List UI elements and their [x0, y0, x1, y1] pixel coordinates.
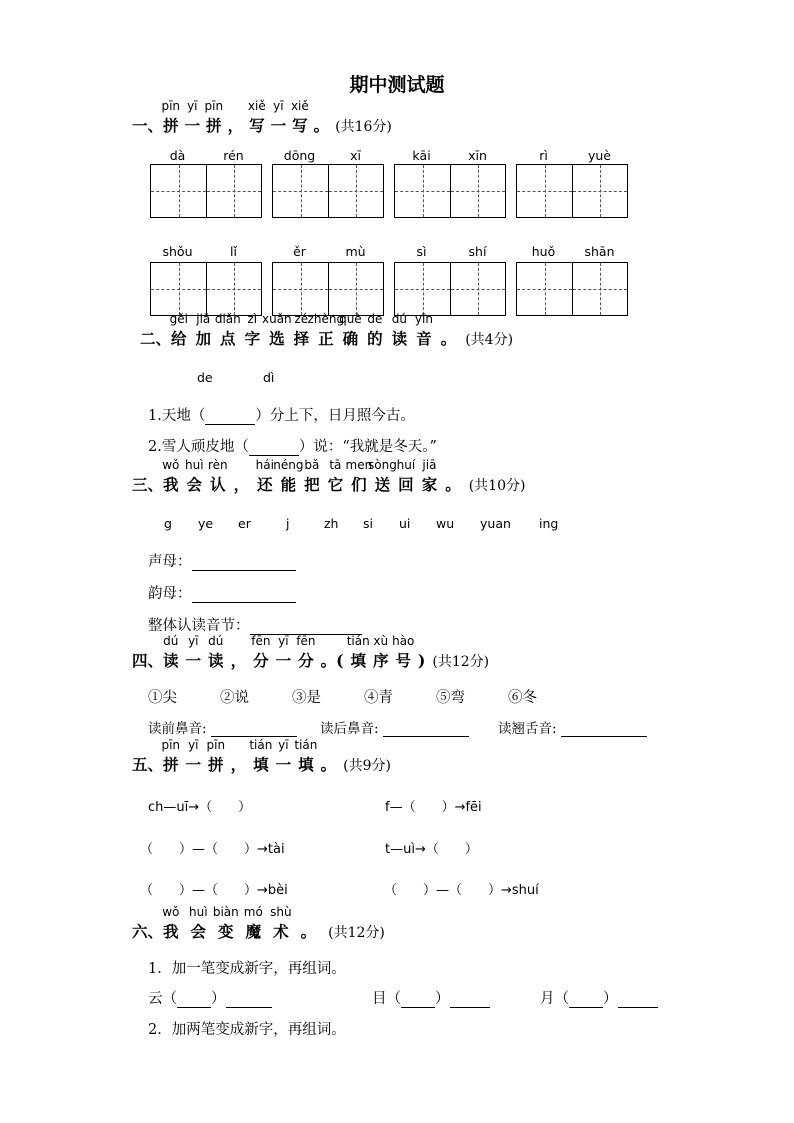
character-item: ③是 — [292, 690, 321, 706]
pinyin-row-1b[interactable]: f—（ ）→fēi — [385, 800, 482, 815]
grid-pinyin-label: sì — [416, 244, 427, 259]
heading-char: 填 tián — [346, 634, 370, 670]
pinyin-annotation: huì — [185, 458, 204, 472]
heading-char: 一 yī — [185, 634, 202, 670]
retroflex-row: 读翘舌音: — [498, 717, 647, 737]
new-char-blank[interactable] — [569, 1007, 603, 1008]
heading-char: 选 xuǎn — [261, 312, 292, 348]
question-2-2: 2.雪人顽皮地（ ）说：“我就是冬天。” — [148, 439, 437, 455]
new-char-blank[interactable] — [177, 1007, 211, 1008]
pinyin-annotation: mó — [243, 905, 263, 919]
word-2: 目（ ） — [372, 987, 490, 1008]
heading-char: 术 shù — [270, 905, 292, 941]
heading-char: 认 rèn — [207, 458, 228, 494]
answer-blank[interactable] — [249, 455, 299, 456]
heading-char: 。( — [320, 651, 344, 670]
grid-pinyin-label: ěr — [293, 244, 306, 259]
section-1-heading: 一、拼 pīn 一 yī 拼 pīn ， 写 xiě 一 yī 写 xiě 。 (共16分) — [132, 99, 392, 135]
pinyin-annotation: tā — [329, 458, 342, 472]
grid-pinyin-label: kāi — [412, 148, 431, 163]
grid-pinyin-label: rì — [539, 148, 548, 163]
writing-cell[interactable] — [151, 165, 206, 217]
heading-char: 它 tā — [327, 458, 344, 494]
writing-grid-pair[interactable] — [272, 262, 384, 316]
pinyin-annotation: huì — [189, 905, 208, 919]
writing-grid-pair[interactable] — [394, 262, 506, 316]
pinyin-annotation: zé — [294, 312, 309, 326]
yunmu-row: 韵母： — [148, 582, 296, 603]
option-de: de — [197, 370, 213, 385]
pinyin-annotation: dú — [391, 312, 408, 326]
heading-char: 给 gěi — [169, 312, 188, 348]
syllable-item: wu — [436, 516, 455, 531]
heading-char: 。 — [313, 116, 330, 135]
writing-grid-pair[interactable] — [516, 262, 628, 316]
heading-char: 一 yī — [275, 738, 292, 774]
pinyin-row-2b[interactable]: t—uì→（ ） — [385, 842, 478, 857]
heading-char: 写 xiě — [247, 99, 266, 135]
pinyin-annotation: què — [339, 312, 362, 326]
pinyin-annotation: biàn — [212, 905, 239, 919]
front-nasal-blank[interactable] — [211, 736, 297, 737]
writing-grid-pair[interactable] — [516, 164, 628, 218]
grid-pinyin-label: yuè — [587, 148, 611, 163]
heading-char: 变 biàn — [212, 905, 239, 941]
question-2-1: 1.天地（ ）分上下，日月照今古。 — [148, 408, 415, 424]
pinyin-annotation: yī — [188, 634, 199, 648]
pinyin-annotation: néng — [273, 458, 304, 472]
zhengti-row: 整体认读音节： — [148, 614, 362, 635]
section-6-heading: 六、我 wǒ 会 huì 变 biàn 魔 mó 术 shù 。 (共12分) — [132, 905, 385, 941]
grid-pinyin-label: shǒu — [162, 244, 193, 259]
heading-char: 拼 pīn — [161, 738, 181, 774]
grid-pinyin-label: dà — [169, 148, 186, 163]
heading-char: 音 yīn — [414, 312, 433, 348]
heading-char: ， — [227, 116, 244, 135]
pinyin-annotation: yī — [187, 99, 198, 113]
pinyin-annotation: yī — [188, 738, 199, 752]
pinyin-annotation: fēn — [296, 634, 316, 648]
heading-char: 正 zhèng — [307, 312, 345, 348]
question-6-1: 1．加一笔变成新字，再组词。 — [148, 961, 346, 977]
writing-cell[interactable] — [450, 165, 505, 217]
pinyin-annotation: wǒ — [162, 905, 180, 919]
heading-char: ) — [418, 651, 426, 670]
pinyin-annotation: dú — [163, 634, 179, 648]
front-nasal-row: 读前鼻音: — [148, 717, 297, 737]
section-2-heading: 二、给 gěi 加 jiā 点 diǎn 字 zì 选 xuǎn 择 zé 正 zhèng 确 què 的 de 读 dú 音 yīn 。 (共4分) — [140, 312, 514, 348]
pinyin-annotation: pīn — [161, 738, 181, 752]
heading-char: 拼 pīn — [206, 738, 226, 774]
pinyin-annotation: men — [345, 458, 373, 472]
pinyin-annotation: xuǎn — [261, 312, 292, 326]
heading-char: 一 yī — [270, 99, 287, 135]
yunmu-blank[interactable] — [192, 602, 296, 603]
writing-cell[interactable] — [572, 263, 627, 315]
writing-grid-pair[interactable] — [394, 164, 506, 218]
pinyin-row-3a[interactable]: （ ）—（ ）→bèi — [140, 883, 288, 898]
pinyin-annotation: pīn — [206, 738, 226, 752]
back-nasal-blank[interactable] — [383, 736, 469, 737]
pinyin-annotation: diǎn — [214, 312, 241, 326]
heading-char: 拼 pīn — [161, 99, 181, 135]
character-item: ⑥冬 — [508, 690, 537, 706]
grid-pinyin-label: rén — [223, 148, 244, 163]
pinyin-annotation: pīn — [204, 99, 224, 113]
grid-pinyin-label: xīn — [468, 148, 487, 163]
writing-cell[interactable] — [450, 263, 505, 315]
heading-char: 。 — [300, 922, 317, 941]
pinyin-annotation: yī — [278, 738, 289, 752]
writing-cell[interactable] — [328, 263, 383, 315]
syllable-item: er — [238, 516, 251, 531]
pinyin-annotation: yī — [278, 634, 289, 648]
grid-pinyin-label: lǐ — [230, 244, 237, 259]
pinyin-annotation: hào — [392, 634, 415, 648]
pinyin-annotation: tián — [249, 738, 273, 752]
section-4-heading: 四、读 dú 一 yī 读 dú ， 分 fēn 一 yī 分 fēn 。( 填 tián 序 xù 号 hào ) (共12分) — [132, 634, 490, 670]
question-6-2: 2．加两笔变成新字，再组词。 — [148, 1022, 346, 1038]
writing-cell[interactable] — [517, 165, 572, 217]
pinyin-annotation: xù — [373, 634, 389, 648]
pinyin-annotation: tián — [346, 634, 370, 648]
writing-grid-pair[interactable] — [150, 262, 262, 316]
heading-char: 一 yī — [275, 634, 292, 670]
writing-grid-pair[interactable] — [272, 164, 384, 218]
heading-char: 能 néng — [273, 458, 304, 494]
grid-pinyin-label: xī — [350, 148, 361, 163]
syllable-item: ing — [539, 516, 559, 531]
shengmu-blank[interactable] — [192, 570, 296, 571]
shengmu-row: 声母： — [148, 550, 296, 571]
character-item: ②说 — [220, 690, 249, 706]
heading-char: 的 de — [367, 312, 383, 348]
pinyin-annotation: tián — [294, 738, 318, 752]
heading-char: 读 dú — [163, 634, 179, 670]
pinyin-annotation: jiā — [196, 312, 211, 326]
grid-pinyin-label: shí — [468, 244, 487, 259]
heading-char: 拼 pīn — [204, 99, 224, 135]
pinyin-row-3b[interactable]: （ ）—（ ）→shuí — [384, 883, 539, 898]
pinyin-annotation: yīn — [414, 312, 433, 326]
heading-char: 送 sòng — [367, 458, 397, 494]
heading-char: 序 xù — [372, 634, 389, 670]
heading-char: 回 huí — [396, 458, 416, 494]
heading-char: ， — [233, 475, 250, 494]
option-di: dì — [263, 370, 275, 385]
word-blank[interactable] — [450, 1007, 490, 1008]
heading-char: 分 fēn — [296, 634, 316, 670]
writing-grid-pair[interactable] — [150, 164, 262, 218]
grid-pinyin-label: shān — [584, 244, 615, 259]
heading-char: 择 zé — [293, 312, 310, 348]
pinyin-annotation: zhèng — [307, 312, 345, 326]
syllable-item: si — [363, 516, 373, 531]
grid-pinyin-label: dōng — [283, 148, 316, 163]
section-3-heading: 三、我 wǒ 会 huì 认 rèn ， 还 hái 能 néng 把 bǎ 它 tā 们 men 送 sòng 回 huí 家 jiā 。 (共10分) — [132, 458, 526, 494]
writing-cell[interactable] — [395, 263, 450, 315]
section-5-heading: 五、拼 pīn 一 yī 拼 pīn ， 填 tián 一 yī 填 tián 。 (共9分) — [132, 738, 391, 774]
pinyin-annotation: yī — [273, 99, 284, 113]
heading-char: 加 jiā — [195, 312, 212, 348]
pinyin-annotation: gěi — [169, 312, 188, 326]
pinyin-annotation: jiā — [422, 458, 437, 472]
heading-char: 会 huì — [185, 458, 204, 494]
heading-char: 们 men — [345, 458, 373, 494]
heading-char: 字 zì — [244, 312, 261, 348]
heading-char: 分 fēn — [251, 634, 271, 670]
syllable-item: ye — [198, 516, 214, 531]
heading-char: 读 dú — [391, 312, 408, 348]
pinyin-annotation: de — [367, 312, 383, 326]
pinyin-annotation: xiě — [290, 99, 309, 113]
syllable-item: ui — [399, 516, 411, 531]
pinyin-annotation: sòng — [367, 458, 397, 472]
pinyin-annotation: huí — [396, 458, 416, 472]
word-blank[interactable] — [618, 1007, 658, 1008]
syllable-item: zh — [324, 516, 339, 531]
grid-pinyin-label: huǒ — [531, 244, 556, 259]
heading-char: 一 yī — [185, 738, 202, 774]
writing-cell[interactable] — [206, 263, 261, 315]
writing-cell[interactable] — [328, 165, 383, 217]
answer-blank[interactable] — [205, 424, 255, 425]
pinyin-annotation: hái — [255, 458, 274, 472]
heading-char: 一 yī — [184, 99, 201, 135]
heading-char: 。 — [445, 475, 461, 494]
heading-char: 。 — [320, 755, 337, 774]
word-blank[interactable] — [226, 1007, 272, 1008]
writing-cell[interactable] — [517, 263, 572, 315]
pinyin-annotation: dú — [208, 634, 224, 648]
heading-char: 把 bǎ — [304, 458, 320, 494]
syllable-item: yuan — [480, 516, 511, 531]
writing-cell[interactable] — [151, 263, 206, 315]
heading-char: 点 diǎn — [214, 312, 241, 348]
syllable-item: j — [286, 516, 290, 531]
heading-char: 我 wǒ — [162, 905, 180, 941]
character-item: ⑤弯 — [436, 690, 465, 706]
heading-char: 写 xiě — [290, 99, 309, 135]
heading-char: 家 jiā — [421, 458, 438, 494]
pinyin-annotation: xiě — [247, 99, 266, 113]
heading-char: 号 hào — [392, 634, 415, 670]
writing-cell[interactable] — [572, 165, 627, 217]
page-title: 期中测试题 — [349, 74, 445, 96]
writing-cell[interactable] — [395, 165, 450, 217]
writing-cell[interactable] — [273, 165, 328, 217]
heading-char: 填 tián — [294, 738, 318, 774]
pinyin-annotation: fēn — [251, 634, 271, 648]
pinyin-row-1a[interactable]: ch—uī→（ ） — [148, 800, 252, 815]
word-1: 云（ ） — [148, 987, 272, 1008]
pinyin-annotation: rèn — [207, 458, 228, 472]
heading-char: ， — [230, 755, 247, 774]
pinyin-annotation: bǎ — [304, 458, 320, 472]
character-item: ④青 — [364, 690, 393, 706]
pinyin-row-2a[interactable]: （ ）—（ ）→tài — [140, 842, 285, 857]
heading-char: 确 què — [339, 312, 362, 348]
heading-char: 还 hái — [255, 458, 274, 494]
heading-char: 我 wǒ — [162, 458, 180, 494]
heading-char: 。 — [440, 329, 457, 348]
back-nasal-row: 读后鼻音: — [320, 717, 469, 737]
pinyin-annotation: wǒ — [162, 458, 180, 472]
word-3: 月（ ） — [540, 987, 658, 1008]
heading-char: 填 tián — [249, 738, 273, 774]
heading-char: 会 huì — [189, 905, 208, 941]
retroflex-blank[interactable] — [561, 736, 647, 737]
heading-char: 读 dú — [208, 634, 224, 670]
character-item: ①尖 — [148, 690, 177, 706]
heading-char: 魔 mó — [243, 905, 263, 941]
writing-cell[interactable] — [206, 165, 261, 217]
heading-char: ， — [230, 651, 247, 670]
syllable-item: g — [164, 516, 172, 531]
pinyin-annotation: zì — [247, 312, 258, 326]
grid-pinyin-label: mù — [345, 244, 366, 259]
pinyin-annotation: shù — [270, 905, 292, 919]
writing-cell[interactable] — [273, 263, 328, 315]
new-char-blank[interactable] — [401, 1007, 435, 1008]
pinyin-annotation: pīn — [161, 99, 181, 113]
